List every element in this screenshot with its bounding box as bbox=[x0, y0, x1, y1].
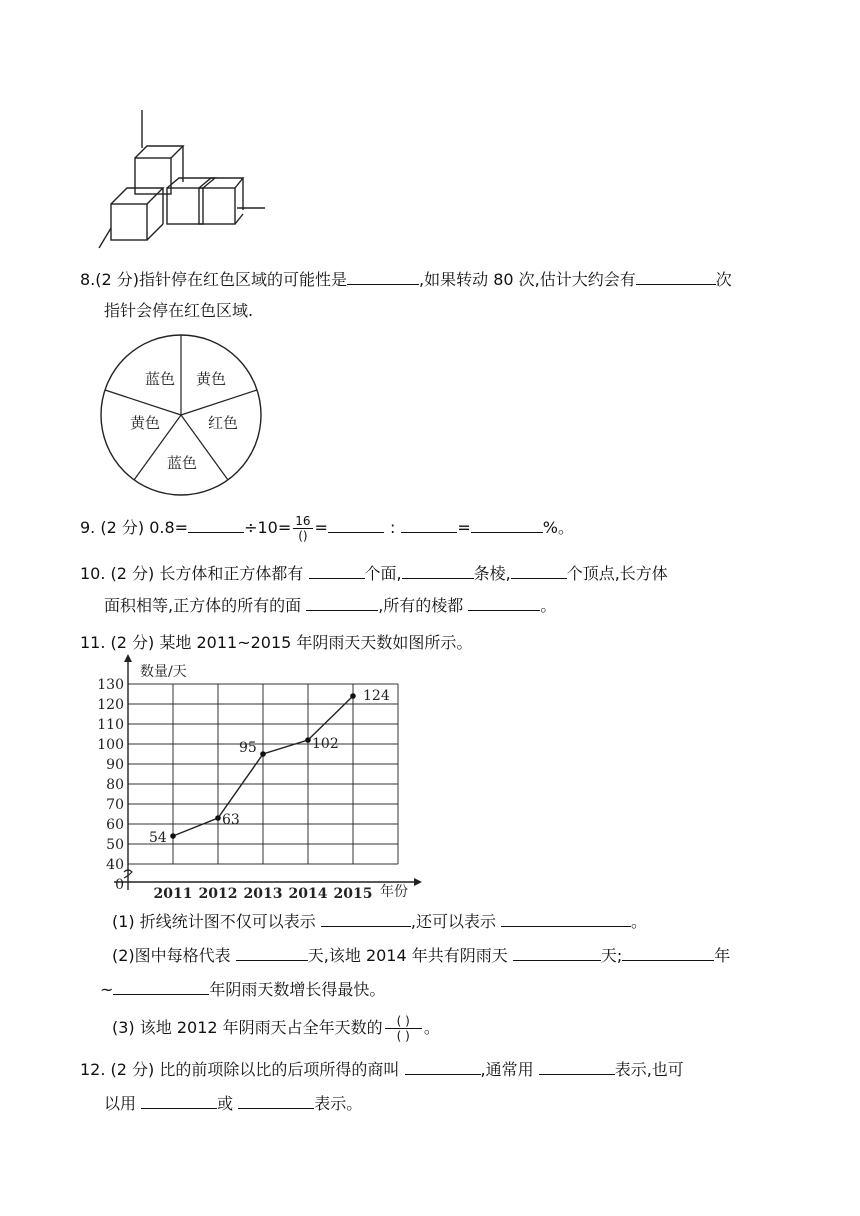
y-tick-label: 0 bbox=[115, 877, 124, 893]
q10-line2 bbox=[104, 594, 556, 617]
q9-colon: : bbox=[389, 518, 396, 537]
data-point bbox=[215, 815, 221, 821]
q9-line bbox=[80, 514, 574, 543]
q8-blank-1[interactable] bbox=[347, 268, 419, 285]
q11-sub3-fraction[interactable] bbox=[385, 1014, 422, 1043]
y-tick-label: 120 bbox=[97, 697, 124, 713]
q11-sub2-c: 天; bbox=[600, 946, 623, 965]
q10-text-c: 条棱, bbox=[473, 564, 511, 583]
spinner-figure bbox=[98, 332, 264, 498]
q12-blank-2[interactable] bbox=[539, 1058, 615, 1075]
q9-frac-num: 16 bbox=[295, 514, 311, 528]
q12-text-d: 以用 bbox=[104, 1094, 137, 1113]
q9-div: ÷10= bbox=[244, 518, 292, 537]
q11-sub2 bbox=[112, 944, 730, 967]
q11-sub3-frac-num: ( ) bbox=[385, 1014, 422, 1029]
q11-sub1-b: ,还可以表示 bbox=[410, 912, 496, 931]
q10-score: (2 分) bbox=[110, 564, 155, 583]
q11-sub2-e: ~ bbox=[100, 980, 114, 999]
q9-number: 9. bbox=[80, 518, 96, 537]
q11-sub2-f: 年阴雨天数增长得最快。 bbox=[209, 980, 386, 999]
data-label: 95 bbox=[239, 740, 257, 756]
q12-text-b: ,通常用 bbox=[480, 1060, 534, 1079]
q11-sub1-a: (1) 折线统计图不仅可以表示 bbox=[112, 912, 316, 931]
q8-text-c: 次 bbox=[715, 270, 732, 289]
q11-sub1 bbox=[112, 910, 647, 933]
q11-blank-5[interactable] bbox=[622, 944, 714, 961]
spinner-label-blue-2: 蓝色 bbox=[166, 454, 198, 472]
q9-frac-den: () bbox=[298, 529, 308, 543]
data-point bbox=[170, 833, 176, 839]
x-tick-label: 2011 bbox=[153, 886, 193, 902]
q9-blank-3[interactable] bbox=[401, 516, 457, 533]
y-axis-arrow bbox=[124, 654, 132, 662]
q8-line2: 指针会停在红色区域. bbox=[104, 301, 254, 320]
q12-number: 12. bbox=[80, 1060, 106, 1079]
data-point bbox=[260, 751, 266, 757]
q11-sub2-a: (2)图中每格代表 bbox=[112, 946, 231, 965]
x-axis-title: 年份 bbox=[380, 884, 408, 900]
y-tick-label: 110 bbox=[97, 717, 124, 733]
q10-line1 bbox=[80, 562, 668, 585]
q11-blank-3[interactable] bbox=[236, 944, 308, 961]
q8-text-a: 指针停在红色区域的可能性是 bbox=[139, 270, 348, 289]
x-tick-label: 2013 bbox=[243, 886, 283, 902]
q8-number: 8. bbox=[80, 270, 96, 289]
y-tick-label: 60 bbox=[106, 817, 124, 833]
q10-text-e: 面积相等,正方体的所有的面 bbox=[104, 596, 302, 615]
x-tick-label: 2012 bbox=[198, 886, 238, 902]
q12-text-a: 比的前项除以比的后项所得的商叫 bbox=[159, 1060, 400, 1079]
q8-line1 bbox=[80, 268, 732, 291]
q11-sub3-b: 。 bbox=[423, 1018, 440, 1037]
q10-text-d: 个顶点,长方体 bbox=[566, 564, 668, 583]
data-label: 124 bbox=[363, 688, 390, 704]
q9-blank-2[interactable] bbox=[328, 516, 384, 533]
q9-blank-1[interactable] bbox=[188, 516, 244, 533]
q10-blank-1[interactable] bbox=[309, 562, 365, 579]
y-axis-title: 数量/天 bbox=[140, 664, 187, 680]
q11-blank-4[interactable] bbox=[513, 944, 601, 961]
q10-text-a: 长方体和正方体都有 bbox=[159, 564, 304, 583]
q11-blank-2[interactable] bbox=[501, 910, 631, 927]
q10-blank-2[interactable] bbox=[402, 562, 474, 579]
y-tick-label: 130 bbox=[97, 677, 124, 693]
y-tick-label: 40 bbox=[106, 857, 124, 873]
q10-text-f: ,所有的棱都 bbox=[378, 596, 464, 615]
cube-figure bbox=[95, 108, 270, 253]
q9-start: 0.8= bbox=[149, 518, 189, 537]
q11-blank-6[interactable] bbox=[113, 978, 209, 995]
q8-text-b: ,如果转动 80 次,估计大约会有 bbox=[419, 270, 636, 289]
q9-percent: %。 bbox=[542, 518, 574, 537]
q12-line1 bbox=[80, 1058, 684, 1081]
q11-sub2-cont bbox=[100, 978, 385, 1001]
spinner-label-red: 红色 bbox=[207, 414, 239, 432]
data-point bbox=[350, 693, 356, 699]
y-tick-label: 70 bbox=[106, 797, 124, 813]
q8-score: (2 分) bbox=[95, 270, 140, 289]
q10-blank-3[interactable] bbox=[511, 562, 567, 579]
q11-number: 11. bbox=[80, 633, 106, 652]
spinner-label-yellow-2: 黄色 bbox=[129, 414, 161, 432]
y-tick-label: 80 bbox=[106, 777, 124, 793]
q11-text: 某地 2011~2015 年阴雨天天数如图所示。 bbox=[159, 633, 473, 652]
q12-blank-3[interactable] bbox=[141, 1092, 217, 1109]
y-tick-label: 90 bbox=[106, 757, 124, 773]
data-label: 63 bbox=[222, 812, 240, 828]
q11-blank-1[interactable] bbox=[321, 910, 411, 927]
q11-sub3-a: (3) 该地 2012 年阴雨天占全年天数的 bbox=[112, 1018, 383, 1037]
data-label: 54 bbox=[149, 830, 167, 846]
q11-sub2-d: 年 bbox=[714, 946, 731, 965]
data-point bbox=[305, 737, 311, 743]
q11-sub1-c: 。 bbox=[631, 912, 648, 931]
q9-blank-4[interactable] bbox=[471, 516, 543, 533]
q10-text-g: 。 bbox=[540, 596, 557, 615]
q10-text-b: 个面, bbox=[364, 564, 402, 583]
q9-eq2: = bbox=[457, 518, 471, 537]
q11-sub2-b: 天,该地 2014 年共有阴雨天 bbox=[307, 946, 508, 965]
q12-text-f: 表示。 bbox=[314, 1094, 363, 1113]
spinner-label-blue-1: 蓝色 bbox=[144, 370, 176, 388]
q12-blank-1[interactable] bbox=[405, 1058, 481, 1075]
x-tick-label: 2015 bbox=[333, 886, 373, 902]
q12-blank-4[interactable] bbox=[238, 1092, 314, 1109]
x-tick-label: 2014 bbox=[288, 886, 328, 902]
y-tick-label: 100 bbox=[97, 737, 124, 753]
q11-score: (2 分) bbox=[110, 633, 155, 652]
q12-line2 bbox=[104, 1092, 362, 1115]
line-chart bbox=[97, 650, 434, 902]
data-label: 102 bbox=[312, 736, 339, 752]
q10-blank-4[interactable] bbox=[306, 594, 378, 611]
q12-text-c: 表示,也可 bbox=[614, 1060, 684, 1079]
x-axis-arrow bbox=[414, 878, 422, 886]
q11-sub3-frac-den: ( ) bbox=[396, 1029, 410, 1043]
q9-fraction bbox=[293, 514, 312, 543]
q9-eq: = bbox=[314, 518, 328, 537]
q10-blank-5[interactable] bbox=[468, 594, 540, 611]
q9-score: (2 分) bbox=[100, 518, 145, 537]
q11-sub3 bbox=[112, 1014, 440, 1043]
y-tick-label: 50 bbox=[106, 837, 124, 853]
spinner-label-yellow-1: 黄色 bbox=[195, 370, 227, 388]
q10-number: 10. bbox=[80, 564, 106, 583]
q8-blank-2[interactable] bbox=[636, 268, 716, 285]
q12-text-e: 或 bbox=[217, 1094, 234, 1113]
q12-score: (2 分) bbox=[110, 1060, 155, 1079]
